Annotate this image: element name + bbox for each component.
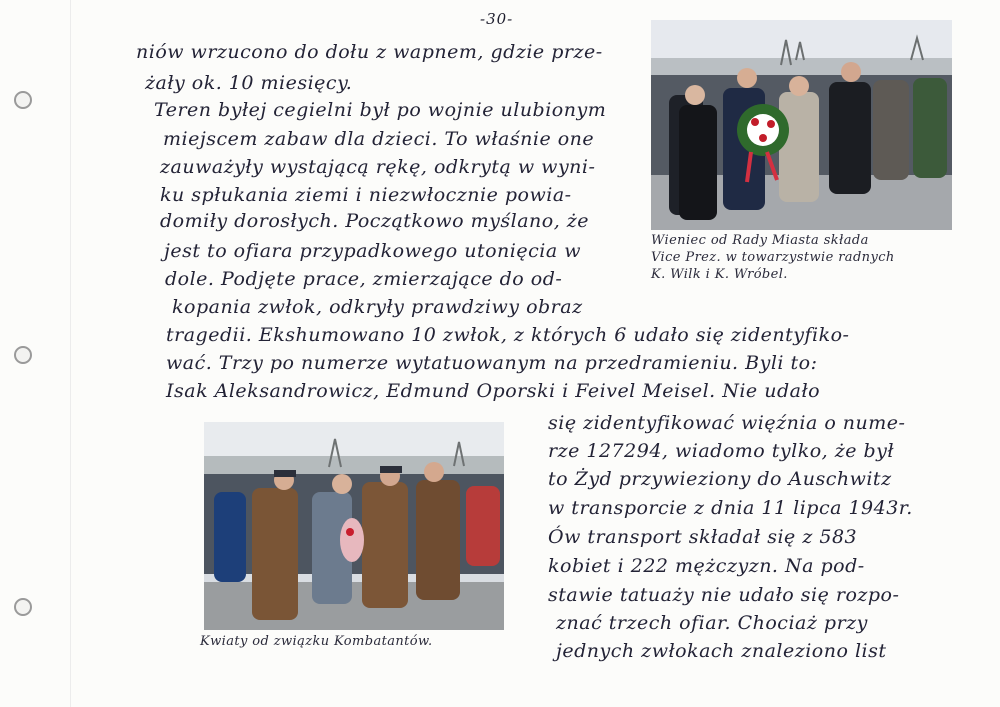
text-line: znać trzech ofiar. Chociaż przy — [556, 612, 868, 634]
photo-caption: K. Wilk i K. Wróbel. — [651, 267, 788, 282]
binder-hole-middle — [14, 346, 32, 364]
photo-caption: Vice Prez. w towarzystwie radnych — [651, 250, 895, 265]
photo-veterans-flowers — [204, 422, 504, 630]
text-line: rze 127294, wiadomo tylko, że był — [548, 440, 895, 462]
binder-hole-top — [14, 91, 32, 109]
text-line: się zidentyfikować więźnia o nume- — [548, 412, 906, 434]
text-line: jest to ofiara przypadkowego utonięcia w — [164, 240, 581, 262]
margin-line — [70, 0, 71, 707]
binder-hole-bottom — [14, 598, 32, 616]
text-line: stawie tatuaży nie udało się rozpo- — [548, 584, 900, 606]
text-line: niów wrzucono do dołu z wapnem, gdzie prze- — [136, 41, 603, 63]
text-line: Teren byłej cegielni był po wojnie ulubionym — [154, 99, 607, 121]
text-line: jednych zwłokach znaleziono list — [556, 640, 887, 662]
text-line: kobiet i 222 mężczyzn. Na pod- — [548, 555, 865, 577]
text-line: Isak Aleksandrowicz, Edmund Oporski i Feivel Meisel. Nie udało — [166, 380, 821, 402]
text-line: dole. Podjęte prace, zmierzające do od- — [165, 268, 563, 290]
text-line: domiły dorosłych. Początkowo myślano, że — [160, 210, 590, 232]
page-number: -30- — [480, 10, 514, 28]
text-line: miejscem zabaw dla dzieci. To właśnie one — [163, 128, 595, 150]
text-line: żały ok. 10 miesięcy. — [145, 72, 353, 94]
text-line: zauważyły wystającą rękę, odkrytą w wyni- — [160, 156, 596, 178]
text-line: kopania zwłok, odkryły prawdziwy obraz — [172, 296, 583, 318]
text-line: tragedii. Ekshumowano 10 zwłok, z których 6 udało się zidentyfiko- — [166, 324, 850, 346]
text-line: to Żyd przywieziony do Auschwitz — [548, 468, 892, 490]
text-line: Ów transport składał się z 583 — [548, 526, 858, 548]
photo-caption: Kwiaty od związku Kombatantów. — [200, 634, 433, 649]
photo-wreath-ceremony — [651, 20, 952, 230]
text-line: w transporcie z dnia 11 lipca 1943r. — [548, 497, 913, 519]
text-line: wać. Trzy po numerze wytatuowanym na przedramieniu. Byli to: — [166, 352, 818, 374]
photo-caption: Wieniec od Rady Miasta składa — [651, 233, 869, 248]
text-line: ku spłukania ziemi i niezwłocznie powia- — [160, 184, 572, 206]
